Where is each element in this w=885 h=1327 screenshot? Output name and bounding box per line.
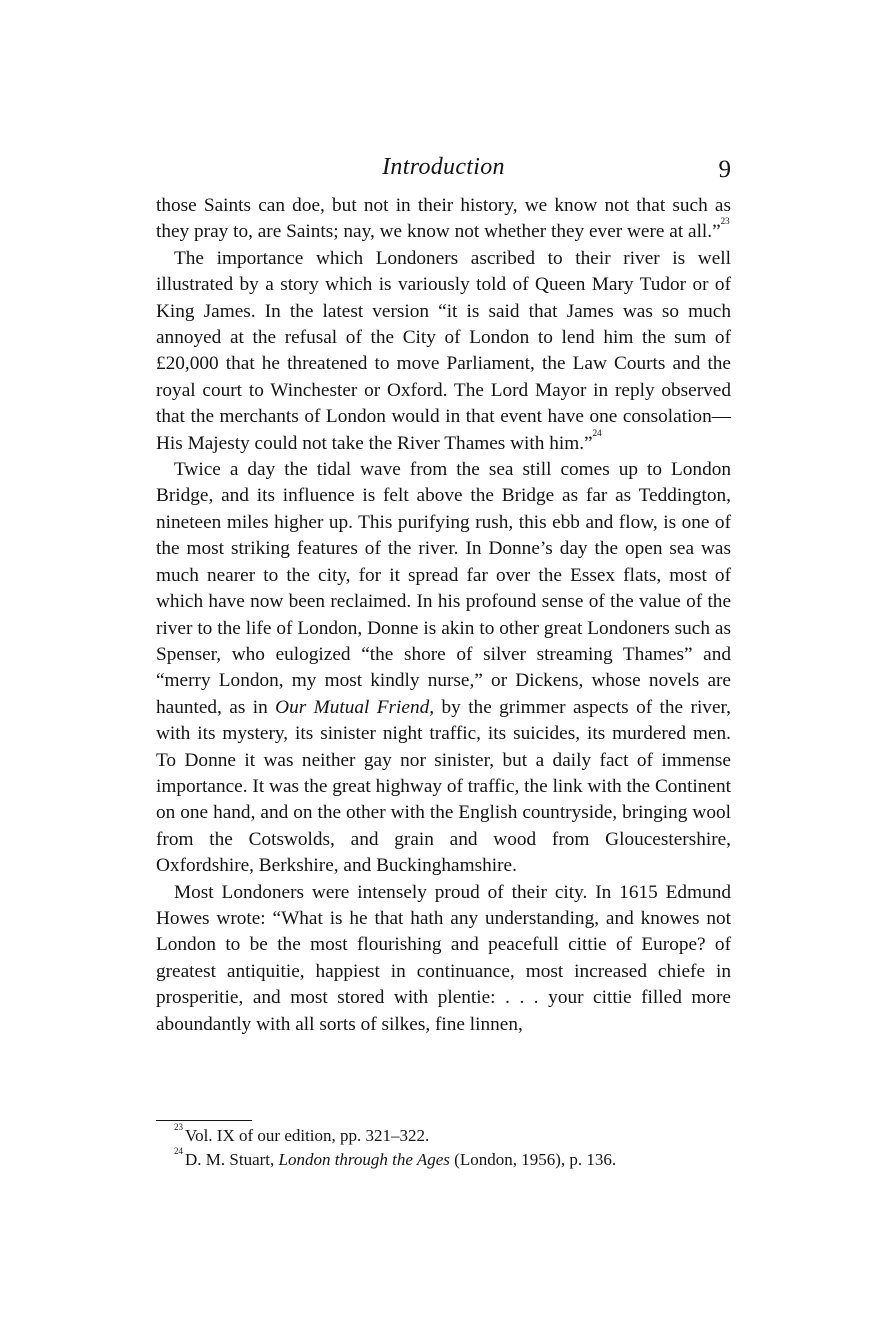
body-text xyxy=(156,193,731,1038)
paragraph xyxy=(156,246,731,457)
text-run: Twice a day the tidal wave from the sea still comes up to London Bridge, and its influence is felt above the Bridge as far as Teddington, nineteen miles higher up. This purifying rush, this ebb and flow, is one of the most striking features of the river. In Donne’s day the open sea was much nearer to the city, for it spread far over the Essex flats, most of which have now been reclaimed. In his profound sense of the value of the river to the life of London, Donne is akin to other great Londoners such as Spenser, who eulogized “the shore of silver streaming Thames” and “merry London, my most kindly nurse,” or Dickens, whose novels are haunted, as in xyxy=(156,459,731,718)
italic-title: London through the Ages xyxy=(278,1150,450,1169)
footnote-number: 23 xyxy=(174,1122,183,1132)
running-title: Introduction xyxy=(382,154,505,180)
paragraph xyxy=(156,457,731,880)
footnotes xyxy=(174,1124,731,1172)
paragraph xyxy=(156,880,731,1038)
footnote-reference: 23 xyxy=(720,216,730,227)
footnote xyxy=(174,1124,731,1148)
text-run: Most Londoners were intensely proud of their city. In 1615 Edmund Howes wrote: “What is he that hath any understanding, and knowes not London to be the most flourishing and peacefull cittie of Europe? of greatest antiquitie, happiest in continuance, most increased chiefe in prosperitie, and most stored with plentie: . . . your cittie filled more aboundantly with all sorts of silkes, fine linnen, xyxy=(156,881,731,1035)
text-run: Vol. IX of our edition, pp. 321–322. xyxy=(185,1126,430,1145)
footnote xyxy=(174,1148,731,1172)
paragraph xyxy=(156,193,731,246)
text-run: (London, 1956), p. 136. xyxy=(449,1150,617,1169)
running-header xyxy=(156,154,731,188)
text-run: D. M. Stuart, xyxy=(185,1150,279,1169)
footnote-rule xyxy=(156,1120,252,1121)
text-run: The importance which Londoners ascribed to their river is well illustrated by a story which is variously told of Queen Mary Tudor or of King James. In the latest version “it is said that James was so much annoyed at the refusal of the City of London to lend him the sum of £20,000 that he threatened to move Parliament, the Law Courts and the royal court to Winchester or Oxford. The Lord Mayor in reply observed that the merchants of London would in that event have one consolation—His Majesty could not take the River Thames with him.” xyxy=(156,247,731,454)
footnote-number: 24 xyxy=(174,1146,183,1156)
italic-title: Our Mutual Friend, xyxy=(275,696,435,718)
page-number: 9 xyxy=(718,156,731,183)
text-run: those Saints can doe, but not in their history, we know not that such as they pray to, are Saints; nay, we know not whether they ever were at all.” xyxy=(156,195,731,243)
footnote-reference: 24 xyxy=(592,427,602,438)
text-run: by the grimmer aspects of the river, with its mystery, its sinister night traffic, its suicides, its murdered men. To Donne it was neither gay nor sinister, but a daily fact of immense importance. It was the great highway of traffic, the link with the Continent on one hand, and on the other with the English countryside, bringing wool from the Cotswolds, and grain and wood from Gloucestershire, Oxfordshire, Berkshire, and Buckinghamshire. xyxy=(156,696,731,877)
